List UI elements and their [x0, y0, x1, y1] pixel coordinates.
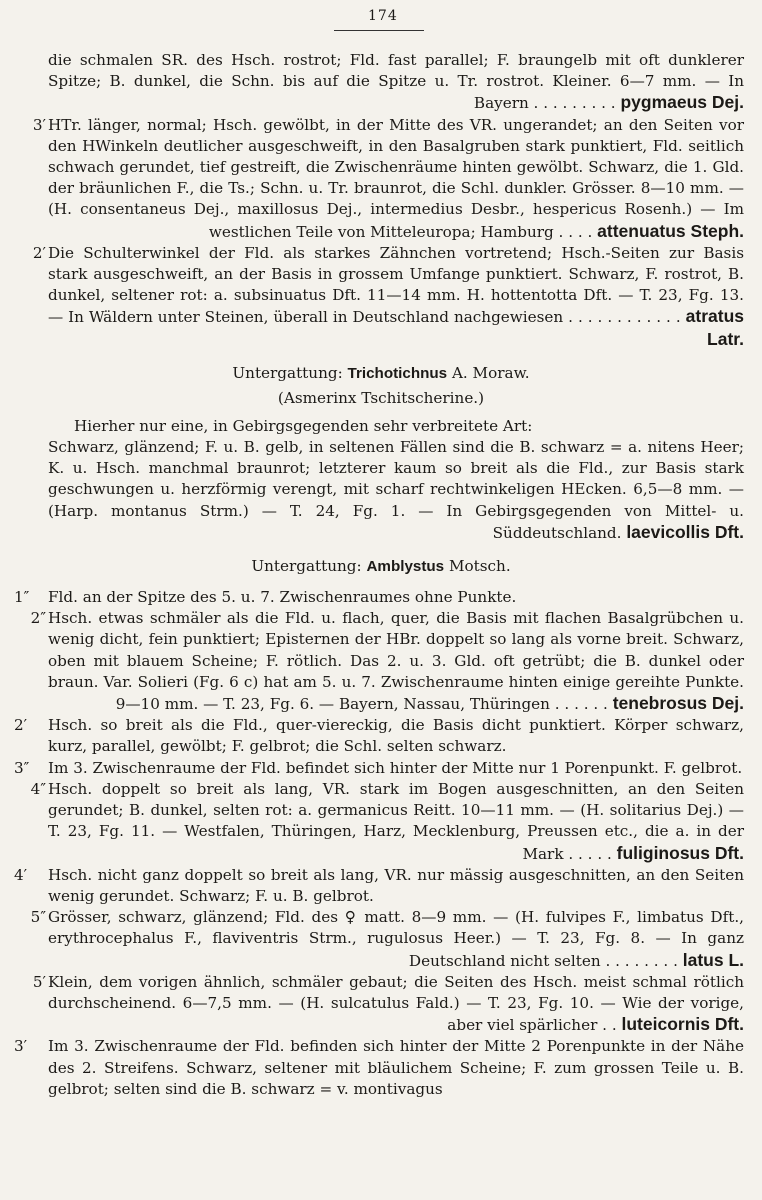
key-marker: 2′ [32, 243, 46, 262]
key-entry [0, 1036, 762, 1100]
subgenus-intro: Hierher nur eine, in Gebirgsgegenden sehr verbreitete Art: [74, 416, 533, 435]
key-entry [0, 243, 762, 351]
key-entry [0, 865, 762, 907]
key-marker: 5″ [30, 908, 46, 927]
subgenus-prefix: Untergattung: [251, 557, 362, 576]
key-marker: 3″ [14, 758, 30, 777]
species-name: pygmaeus Dej. [620, 92, 744, 113]
key-marker: 4″ [30, 779, 46, 798]
subgenus-prefix: Untergattung: [232, 363, 343, 382]
entry-text: Grösser, schwarz, glänzend; Fld. des ♀ matt. 8—9 mm. — (H. fulvipes F., limbatus Dft., erythrocephalus F., flaviventris Strm., rugulosus Heer.) — T. 23, Fg. 8. — In ganz Deutschland nicht selten . . . . . . . . [48, 908, 744, 970]
subgenus-heading [0, 351, 762, 386]
subgenus-author: A. Moraw. [451, 363, 530, 382]
key-entry [0, 115, 762, 243]
key-entry [0, 608, 762, 715]
key-marker: 4′ [14, 865, 28, 884]
key-marker: 1″ [14, 588, 30, 607]
entry-text: die schmalen SR. des Hsch. rostrot; Fld. fast parallel; F. braungelb mit oft dunklerer Spitze; B. dunkel, die Schn. bis auf die Spitze u. Tr. rostrot. Kleiner. 6—7 mm. — In Bayern . . . . . . . . . [48, 51, 744, 113]
entry-text: Schwarz, glänzend; F. u. B. gelb, in seltenen Fällen sind die B. schwarz = a. nitens Heer; K. u. Hsch. manchmal braunrot; letzterer kaum so breit als die Fld., zur Basis stark geschwungen u. herzförmig verengt, mit scharf rechtwinkeligen HEcken. 6,5—8 mm. — (Harp. montanus Strm.) — T. 24, Fg. 1. — In Gebirgsgegenden von Mittel- u. Süddeutschland. [48, 438, 744, 542]
species-name: fuliginosus Dft. [616, 842, 744, 863]
key-entry [0, 779, 762, 865]
subgenus-heading [0, 544, 762, 579]
header-rule [334, 30, 424, 31]
page-number: 174 [368, 8, 398, 24]
species-name: tenebrosus Dej. [612, 693, 744, 714]
key-marker: 3′ [14, 1037, 28, 1056]
species-name: laevicollis Dft. [626, 521, 744, 542]
entry-text: Hsch. doppelt so breit als lang, VR. stark im Bogen ausgeschnitten, an den Seiten gerundet; B. dunkel, selten rot: a. germanicus Reitt. 10—11 mm. — (H. solitarius Dej.) — T. 23, Fg. 11. — Westfalen, Thüringen, Harz, Mecklenburg, Preussen etc., die a. in der Mark . . . . . [48, 779, 744, 863]
species-description [0, 437, 762, 544]
entry-text: Fld. an der Spitze des 5. u. 7. Zwischenraumes ohne Punkte. [48, 588, 517, 607]
key-entry [0, 50, 762, 115]
entry-text: HTr. länger, normal; Hsch. gewölbt, in der Mitte des VR. ungerandet; an den Seiten vor den HWinkeln deutlicher ausgeschweift, in den Basalgruben stark punktiert, Fld. seitlich schwach gerundet, tief gestreift, die Zwischenräume hinten gewölbt. Schwarz, die 1. Gld. der bräunlichen F., die Ts.; Schn. u. Tr. braunrot, die Schl. dunkler. Grösser. 8—10 mm. — (H. consentaneus Dej., maxillosus Dej., intermedius Desbr., hespericus Rosenh.) — Im westlichen Teile von Mitteleuropa; Hamburg . . . . [48, 115, 744, 241]
subgenus-name: Amblystus [366, 558, 445, 576]
key-marker: 3′ [32, 115, 46, 134]
entry-text: Hsch. so breit als die Fld., quer-viereckig, die Basis dicht punktiert. Körper schwarz, kurz, parallel, gewölbt; F. gelbrot; die Schl. selten schwarz. [48, 716, 744, 756]
key-entry [0, 587, 762, 608]
species-name: attenuatus Steph. [597, 220, 744, 241]
species-name: atratus Latr. [685, 306, 745, 349]
key-entry [0, 758, 762, 779]
page-header [0, 0, 762, 40]
key-marker: 5′ [32, 972, 46, 991]
entry-text: Klein, dem vorigen ähnlich, schmäler gebaut; die Seiten des Hsch. meist schmal rötlich durchscheinend. 6—7,5 mm. — (H. sulcatulus Fald.) — T. 23, Fg. 10. — Wie der vorige, aber viel spärlicher . . [48, 972, 744, 1035]
entry-text: Hsch. nicht ganz doppelt so breit als lang, VR. nur mässig ausgeschnitten, an den Seiten wenig gerundet. Schwarz; F. u. B. gelbrot. [48, 865, 744, 905]
entry-text: Im 3. Zwischenraume der Fld. befindet sich hinter der Mitte nur 1 Porenpunkt. F. gelbrot. [48, 758, 743, 777]
key-entry [0, 715, 762, 757]
species-name: latus L. [682, 949, 744, 970]
key-entry [0, 972, 762, 1037]
entry-text: Hsch. etwas schmäler als die Fld. u. flach, quer, die Basis mit flachen Basalgrübchen u. wenig dicht, fein punktiert; Episternen der HBr. doppelt so lang als vorne breit. Schwarz, oben mit blauem Scheine; F. rötlich. Das 2. u. 3. Gld. oft getrübt; die B. dunkel oder braun. Var. Solieri (Fg. 6 c) hat am 5. u. 7. Zwischenraume hinten einige gereihte Punkte. 9—10 mm. — T. 23, Fg. 6. — Bayern, Nassau, Thüringen . . . . . . [48, 609, 744, 714]
key-marker: 2′ [14, 716, 28, 735]
subgenus-name: Trichotichnus [347, 364, 448, 382]
page-body [0, 50, 762, 1100]
subgenus-synonym: (Asmerinx Tschitscherine.) [277, 388, 485, 407]
entry-text: Im 3. Zwischenraume der Fld. befinden sich hinter der Mitte 2 Porenpunkte in der Nähe des 2. Streifens. Schwarz, seltener mit bläulichem Scheine; F. zum grossen Teile u. B. gelbrot; selten sind die B. schwarz = v. montivagus [48, 1037, 744, 1098]
key-entry [0, 907, 762, 972]
entry-text: Die Schulterwinkel der Fld. als starkes Zähnchen vortretend; Hsch.-Seiten zur Basis stark ausgeschweift, an der Basis in grossem Umfange punktiert. Schwarz, F. rostrot, B. dunkel, seltener rot: a. subsinuatus Dft. 11—14 mm. H. hottentotta Dft. — T. 23, Fg. 13. — In Wäldern unter Steinen, überall in Deutschland nachgewiesen . . . . . . . . . . . . [48, 243, 744, 327]
key-marker: 2″ [30, 609, 46, 628]
subgenus-author: Motsch. [448, 557, 511, 576]
species-name: luteicornis Dft. [621, 1014, 744, 1035]
